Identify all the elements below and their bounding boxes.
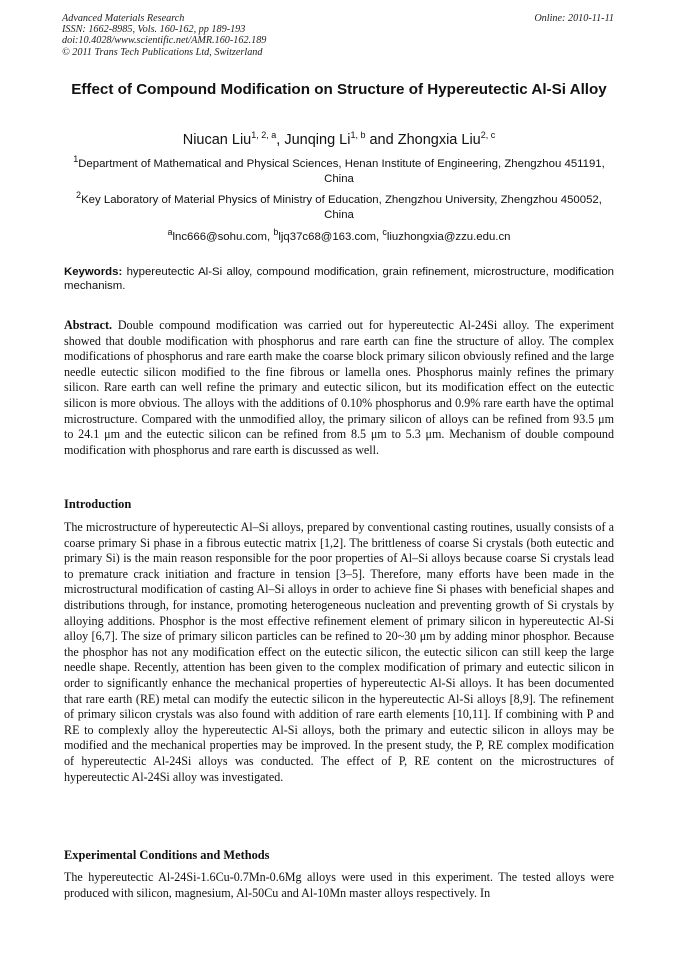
abstract [64, 318, 614, 458]
email-address: liuzhongxia@zzu.edu.cn [386, 231, 511, 243]
email-mark: a [167, 227, 173, 238]
keywords-label: Keywords: [64, 266, 123, 278]
author-affiliation-mark: 2, c [480, 130, 496, 141]
doi-line: doi:10.4028/www.scientific.net/AMR.160-162.189 [62, 35, 267, 47]
issn-line: ISSN: 1662-8985, Vols. 160-162, pp 189-193 [62, 24, 246, 36]
author-name: Junqing Li [284, 132, 351, 148]
author-affiliation-mark: 1, 2, a [251, 130, 277, 141]
section-heading-experimental: Experimental Conditions and Methods [64, 848, 270, 862]
author-name: Niucan Liu [182, 132, 252, 148]
affiliation-mark: 1 [73, 154, 79, 165]
email-address: lnc666@sohu.com, [172, 231, 274, 243]
author-affiliation-mark: 1, b [350, 130, 366, 141]
author-name: Zhongxia Liu [397, 132, 481, 148]
keywords-text: hypereutectic Al-Si alloy, compound modification, grain refinement, microstructure, modification mechanism. [64, 266, 614, 293]
abstract-label: Abstract. [64, 318, 113, 332]
copyright-line: © 2011 Trans Tech Publications Ltd, Switzerland [62, 46, 263, 58]
email-address: ljq37c68@163.com, [278, 231, 383, 243]
affiliation-2 [64, 190, 614, 222]
experimental-paragraph: The hypereutectic Al-24Si-1.6Cu-0.7Mn-0.6Mg alloys were used in this experiment. The tested alloys were produced with silicon, magnesium, Al-50Cu and Al-10Mn master alloys respectively. In [64, 870, 614, 900]
author-separator: and [365, 132, 398, 148]
affiliation-mark: 2 [76, 190, 82, 201]
journal-name: Advanced Materials Research [62, 13, 185, 24]
online-date: Online: 2010-11-11 [534, 13, 614, 24]
email-mark: b [273, 227, 279, 238]
journal-header [62, 13, 266, 58]
keywords [64, 265, 614, 294]
paper-title: Effect of Compound Modification on Structure of Hypereutectic Al-Si Alloy [71, 81, 607, 98]
email-list [64, 227, 614, 244]
affiliation-text: Key Laboratory of Material Physics of Ministry of Education, Zhengzhou University, Zhengzhou 450052, China [81, 194, 602, 221]
abstract-text: Double compound modification was carried out for hypereutectic Al-24Si alloy. The experiment showed that double modification with phosphorus and rare earth can fine the structure of alloy. The complex modifications of phosphorus and rare earth make the coarse block primary silicon obviously refined and the large needle eutectic silicon modified to the fine fibrous or lamella ones. Phosphorus mainly refines the primary silicon. Rare earth can well refine the primary and eutectic silicon, but its modification effect on the eutectic silicon is more obvious. The alloys with the additions of 0.10% phosphorus and 0.9% rare earth have the optimal microstructure. Compared with the unmodified alloy, the primary silicon of alloys can be refined from 93.5 μm to 24.1 μm and the eutectic silicon can be refined from 8.5 μm to 5.3 μm. Mechanism of double compound modification with phosphorus and rare earth is discussed as well. [64, 318, 614, 457]
author-separator: , [276, 132, 285, 148]
author-list [64, 131, 614, 149]
section-heading-introduction: Introduction [64, 497, 132, 511]
affiliation-1 [64, 154, 614, 186]
email-mark: c [382, 227, 387, 238]
affiliation-text: Department of Mathematical and Physical Sciences, Henan Institute of Engineering, Zhengzhou 451191, China [78, 158, 605, 185]
introduction-paragraph: The microstructure of hypereutectic Al–Si alloys, prepared by conventional casting routines, usually consists of a coarse primary Si phase in a fibrous eutectic matrix [1,2]. The brittleness of coarse Si crystals (both eutectic and primary Si) is the main reason responsible for the poor properties of Al–Si alloys because coarse Si crystals lead to premature crack initiation and fracture in tension [3–5]. Therefore, many efforts have been made in the microstructural modification of casting Al–Si alloys in order to achieve fine Si phases with beneficial shapes and distributions through, for instance, promoting heterogeneous nucleation and preventing growth of Si crystals by alloying additions. Phosphor is the most effective refinement element of primary silicon in hypereutectic Al-Si alloy [6,7]. The size of primary silicon particles can be refined to 20~30 μm by adding minor phosphor. Because the phosphor has not any modification effect on the eutectic silicon, the eutectic silicon can still keep the large needle shape. Recently, attention has been given to the complex modification of primary and eutectic silicon in order to significantly enhance the mechanical properties of hypereutectic Al-Si alloys. It has been documented that rare earth (RE) metal can modify the eutectic silicon in the hypereutectic Al-Si alloys [8,9]. The refinement of primary silicon crystals was also found with addition of rare earth elements [10,11]. If combining with P and RE to complexly alloy the hypereutectic Al-Si alloys, both the primary and eutectic silicon in alloys may be modified and the mechanical properties may be improved. In the present study, the P, RE complex modification of hypereutectic Al-24Si alloys was conducted. The effect of P, RE content on the microstructures of hypereutectic Al-24Si alloy was investigated. [64, 520, 614, 784]
